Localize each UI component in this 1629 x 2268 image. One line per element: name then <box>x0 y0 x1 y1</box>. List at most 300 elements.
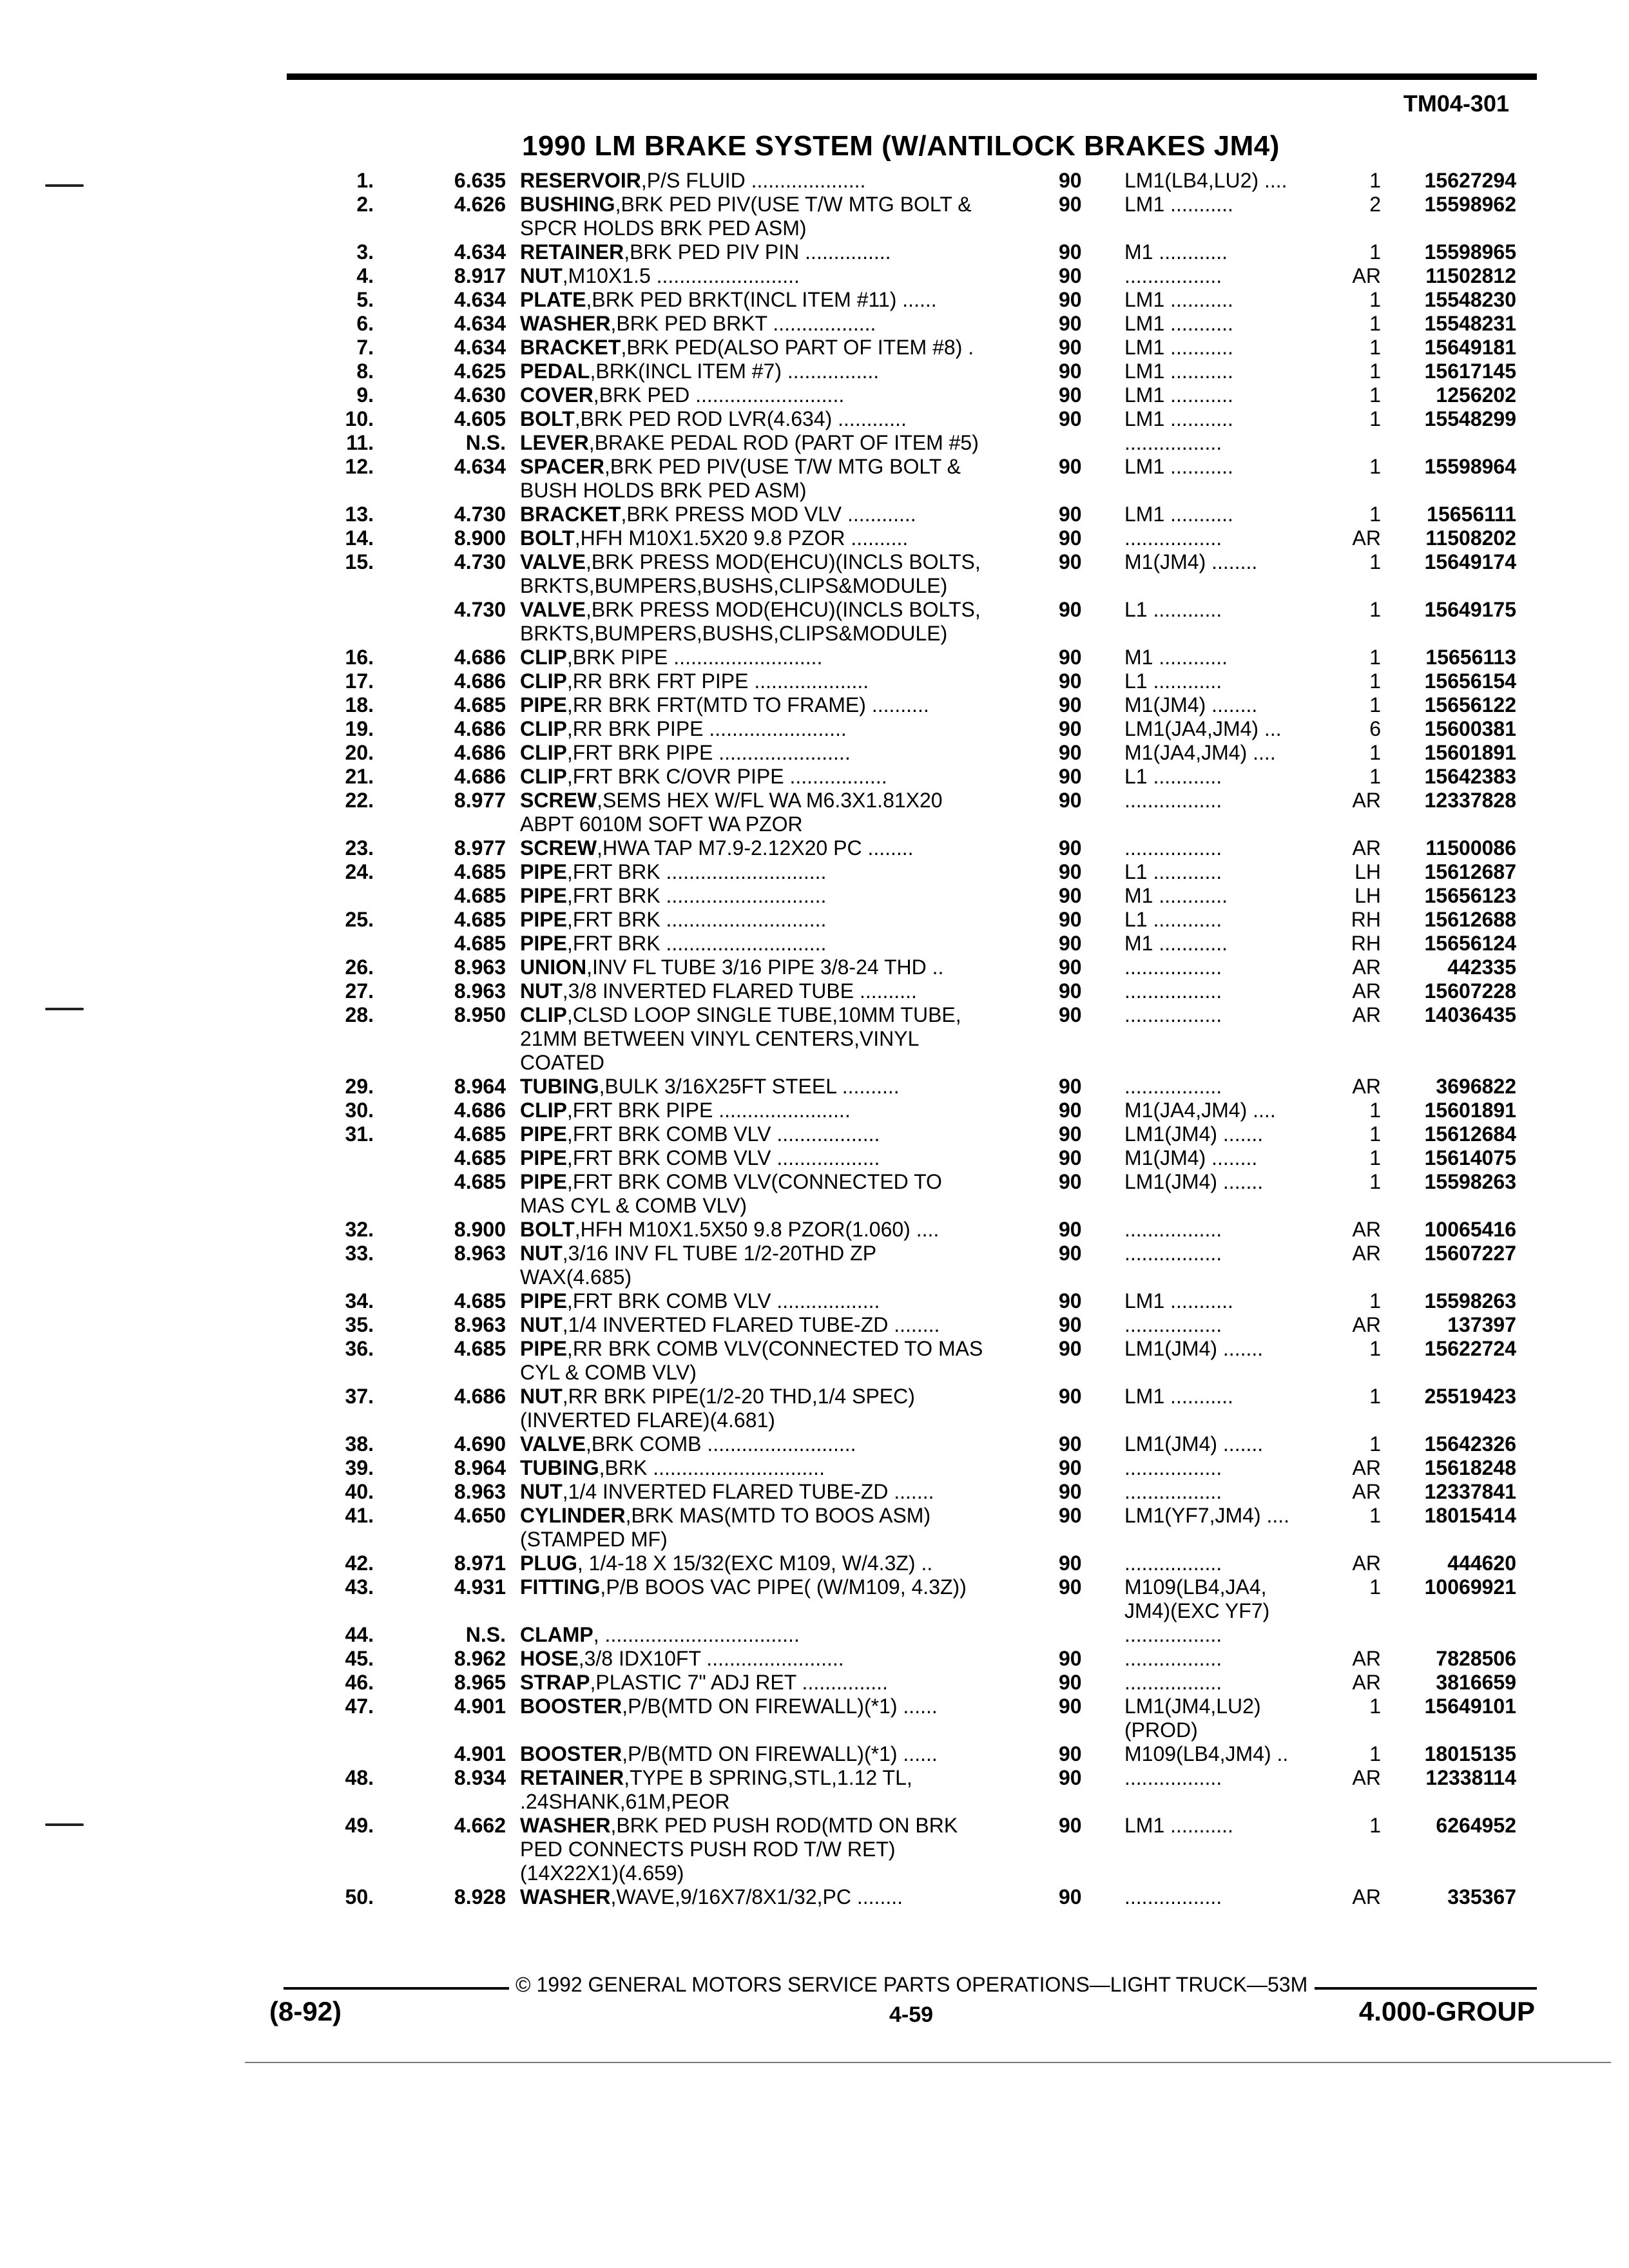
part-desc-text: ,INV FL TUBE 3/16 PIPE 3/8-24 THD .. <box>586 956 944 979</box>
part-desc-text: (INVERTED FLARE)(4.681) <box>520 1408 775 1432</box>
part-row <box>284 336 1547 360</box>
part-name: CLIP <box>520 741 567 764</box>
part-desc-text: , .................................. <box>593 1623 800 1646</box>
part-description <box>506 1480 1041 1504</box>
quantity: 1 <box>1369 598 1381 621</box>
item-number: 42. <box>345 1552 374 1575</box>
model-usage: M1 ............ <box>1124 884 1228 907</box>
part-name: CLIP <box>520 765 567 788</box>
part-number: 18015135 <box>1424 1742 1516 1765</box>
part-row <box>284 431 1547 455</box>
quantity: AR <box>1352 1313 1381 1336</box>
group-number: 8.900 <box>454 526 506 550</box>
group-number: 8.964 <box>454 1456 506 1479</box>
part-name: CLIP <box>520 717 567 740</box>
part-description <box>506 1361 1041 1385</box>
part-number: 15642383 <box>1424 765 1516 788</box>
part-row <box>284 622 1547 646</box>
part-description <box>506 812 1041 836</box>
part-number: 15548230 <box>1424 288 1516 311</box>
part-row <box>284 1432 1547 1456</box>
part-row <box>284 1408 1547 1432</box>
part-number: 15617145 <box>1424 360 1516 383</box>
part-name: STRAP <box>520 1671 590 1694</box>
group-number: 8.963 <box>454 1313 506 1336</box>
quantity: 6 <box>1369 717 1381 740</box>
part-number: 15598263 <box>1424 1170 1516 1193</box>
quantity: 1 <box>1369 1170 1381 1193</box>
part-number: 18015414 <box>1424 1504 1516 1527</box>
model-usage: M109(LB4,JM4) .. <box>1124 1742 1289 1765</box>
part-desc-text: ,BRK PED BRKT(INCL ITEM #11) ...... <box>586 288 937 311</box>
part-number: 15548231 <box>1424 312 1516 335</box>
item-number: 14. <box>345 526 374 550</box>
part-row <box>284 1242 1547 1265</box>
model-usage: L1 ............ <box>1124 598 1222 621</box>
part-row <box>284 1647 1547 1671</box>
part-desc-text: BRKTS,BUMPERS,BUSHS,CLIPS&MODULE) <box>520 574 948 597</box>
part-number: 10065416 <box>1424 1218 1516 1241</box>
quantity: 1 <box>1369 383 1381 407</box>
quantity: 1 <box>1369 336 1381 359</box>
part-description <box>506 1003 1041 1027</box>
part-desc-text: ,BRK COMB .......................... <box>585 1432 856 1456</box>
part-name: PIPE <box>520 1122 567 1146</box>
quantity: 1 <box>1369 240 1381 264</box>
part-description <box>506 836 1041 860</box>
model-year: 90 <box>1059 312 1082 335</box>
part-number: 137397 <box>1447 1313 1516 1336</box>
part-desc-text: , 1/4-18 X 15/32(EXC M109, W/4.3Z) .. <box>577 1552 933 1575</box>
group-number: 4.931 <box>454 1575 506 1599</box>
model-year: 90 <box>1059 503 1082 526</box>
part-description <box>506 1552 1041 1575</box>
footer-group: 4.000-GROUP <box>1358 1996 1535 2026</box>
group-number: 8.965 <box>454 1671 506 1694</box>
part-number: 14036435 <box>1424 1003 1516 1026</box>
part-number: 15598263 <box>1424 1289 1516 1312</box>
part-number: 15600381 <box>1424 717 1516 740</box>
quantity: AR <box>1352 1480 1381 1503</box>
group-number: 4.730 <box>454 503 506 526</box>
model-usage: LM1 ........... <box>1124 1289 1233 1312</box>
part-description <box>506 383 1041 407</box>
part-desc-text: ,TYPE B SPRING,STL,1.12 TL, <box>624 1766 912 1789</box>
part-desc-text: ,3/8 IDX10FT ........................ <box>578 1647 844 1670</box>
part-row <box>284 1194 1547 1218</box>
model-year: 90 <box>1059 193 1082 216</box>
part-description <box>506 1027 1041 1051</box>
model-usage: LM1 ........... <box>1124 455 1233 478</box>
part-number: 15598964 <box>1424 455 1516 478</box>
footer-date: (8-92) <box>269 1996 342 2026</box>
part-description <box>506 288 1041 312</box>
part-description <box>506 360 1041 383</box>
part-row <box>284 717 1547 741</box>
item-number: 8. <box>356 360 374 383</box>
model-usage: ................. <box>1124 789 1222 812</box>
model-usage: LM1(LB4,LU2) .... <box>1124 169 1287 192</box>
part-desc-text: ,BRK PRESS MOD(EHCU)(INCLS BOLTS, <box>585 598 981 621</box>
part-description <box>506 646 1041 669</box>
part-desc-text: ,BRK PED(ALSO PART OF ITEM #8) . <box>621 336 974 359</box>
model-usage: LM1 ........... <box>1124 1385 1233 1408</box>
part-description <box>506 598 1041 622</box>
part-desc-text: ,CLSD LOOP SINGLE TUBE,10MM TUBE, <box>566 1003 961 1026</box>
part-description <box>506 789 1041 812</box>
part-number: 15607227 <box>1424 1242 1516 1265</box>
part-row <box>284 1122 1547 1146</box>
part-desc-text: COATED <box>520 1051 604 1074</box>
part-desc-text: ,FRT BRK COMB VLV(CONNECTED TO <box>566 1170 942 1193</box>
part-description <box>506 503 1041 526</box>
part-number: 6264952 <box>1436 1814 1516 1837</box>
part-desc-text: ,HFH M10X1.5X50 9.8 PZOR(1.060) .... <box>574 1218 940 1241</box>
part-description <box>506 1838 1041 1861</box>
part-desc-text: .24SHANK,61M,PEOR <box>520 1790 730 1813</box>
part-desc-text: 21MM BETWEEN VINYL CENTERS,VINYL <box>520 1027 920 1050</box>
quantity: 1 <box>1369 1146 1381 1169</box>
model-usage: LM1 ........... <box>1124 503 1233 526</box>
part-row <box>284 574 1547 598</box>
part-description <box>506 1790 1041 1814</box>
item-number: 32. <box>345 1218 374 1241</box>
part-desc-text: ,FRT BRK COMB VLV .................. <box>566 1122 880 1146</box>
group-number: 4.685 <box>454 1170 506 1193</box>
quantity: AR <box>1352 979 1381 1003</box>
parts-list <box>284 169 1547 1909</box>
model-usage: ................. <box>1124 1647 1222 1670</box>
quantity: RH <box>1351 908 1381 931</box>
model-year: 90 <box>1059 550 1082 573</box>
quantity: 1 <box>1369 407 1381 430</box>
quantity: AR <box>1352 1766 1381 1789</box>
part-description <box>506 1814 1041 1838</box>
quantity: 1 <box>1369 169 1381 192</box>
item-number: 19. <box>345 717 374 740</box>
model-year: 90 <box>1059 1552 1082 1575</box>
model-year: 90 <box>1059 1289 1082 1312</box>
group-number: 8.962 <box>454 1647 506 1670</box>
model-year: 90 <box>1059 693 1082 716</box>
part-row <box>284 1742 1547 1766</box>
group-number: 8.977 <box>454 789 506 812</box>
part-desc-text: ,BRK PED PIV(USE T/W MTG BOLT & <box>615 193 972 216</box>
item-number: 30. <box>345 1099 374 1122</box>
part-name: BRACKET <box>520 336 621 359</box>
group-number: 4.662 <box>454 1814 506 1837</box>
part-row <box>284 1599 1547 1623</box>
part-name: SCREW <box>520 789 597 812</box>
item-number: 25. <box>345 908 374 931</box>
group-number: 4.634 <box>454 240 506 264</box>
part-number: 15622724 <box>1424 1337 1516 1360</box>
part-row <box>284 1170 1547 1194</box>
group-number: 8.971 <box>454 1552 506 1575</box>
quantity: AR <box>1352 264 1381 287</box>
part-desc-text: ,BRK PED PIV(USE T/W MTG BOLT & <box>604 455 961 478</box>
quantity: LH <box>1354 860 1381 883</box>
part-description <box>506 884 1041 908</box>
footer-copyright: © 1992 GENERAL MOTORS SERVICE PARTS OPERATIONS—LIGHT TRUCK—53M <box>516 1973 1308 1996</box>
model-usage: ................. <box>1124 1766 1222 1789</box>
model-year: 90 <box>1059 288 1082 311</box>
part-number: 3696822 <box>1436 1075 1516 1098</box>
quantity: AR <box>1352 1456 1381 1479</box>
model-year: 90 <box>1059 1647 1082 1670</box>
part-desc-text: ,BRK PRESS MOD VLV ............ <box>621 503 916 526</box>
part-number: 15649174 <box>1424 550 1516 573</box>
group-number: 4.634 <box>454 288 506 311</box>
part-row <box>284 1003 1547 1027</box>
part-desc-text: ,FRT BRK C/OVR PIPE ................. <box>566 765 887 788</box>
part-description <box>506 169 1041 193</box>
model-year: 90 <box>1059 1766 1082 1789</box>
quantity: AR <box>1352 1647 1381 1670</box>
model-usage: ................. <box>1124 526 1222 550</box>
part-description <box>506 1575 1041 1599</box>
part-row <box>284 550 1547 574</box>
model-year: 90 <box>1059 1480 1082 1503</box>
part-name: PIPE <box>520 932 567 955</box>
part-desc-text: ,HFH M10X1.5X20 9.8 PZOR .......... <box>574 526 909 550</box>
part-description <box>506 193 1041 216</box>
item-number: 5. <box>356 288 374 311</box>
quantity: AR <box>1352 1885 1381 1908</box>
part-description <box>506 1122 1041 1146</box>
part-number: 11502812 <box>1425 264 1516 287</box>
part-row <box>284 884 1547 908</box>
model-year: 90 <box>1059 765 1082 788</box>
part-number: 12338114 <box>1425 1766 1516 1789</box>
model-usage: M109(LB4,JA4, <box>1124 1575 1267 1599</box>
part-description <box>506 1504 1041 1528</box>
part-desc-text: ,BRK PED PUSH ROD(MTD ON BRK <box>610 1814 958 1837</box>
part-row <box>284 1313 1547 1337</box>
part-number: 11508202 <box>1425 526 1516 550</box>
model-usage: M1(JM4) ........ <box>1124 1146 1258 1169</box>
model-year: 90 <box>1059 360 1082 383</box>
quantity: 1 <box>1369 1575 1381 1599</box>
model-usage: LM1 ........... <box>1124 407 1233 430</box>
part-desc-text: SPCR HOLDS BRK PED ASM) <box>520 216 807 240</box>
item-number: 44. <box>345 1623 374 1646</box>
part-description <box>506 240 1041 264</box>
quantity: 1 <box>1369 1814 1381 1837</box>
part-description <box>506 669 1041 693</box>
quantity: AR <box>1352 1552 1381 1575</box>
group-number: 4.634 <box>454 455 506 478</box>
part-desc-text: ,RR BRK FRT PIPE .................... <box>566 669 869 693</box>
part-description <box>506 1766 1041 1790</box>
group-number: 4.685 <box>454 693 506 716</box>
model-usage: L1 ............ <box>1124 669 1222 693</box>
part-number: 15612684 <box>1424 1122 1516 1146</box>
part-desc-text: ,P/B(MTD ON FIREWALL)(*1) ...... <box>622 1742 938 1765</box>
part-description <box>506 1265 1041 1289</box>
item-number: 39. <box>345 1456 374 1479</box>
part-name: UNION <box>520 956 587 979</box>
part-description <box>506 1289 1041 1313</box>
part-desc-text: ,RR BRK PIPE(1/2-20 THD,1/4 SPEC) <box>562 1385 915 1408</box>
part-description <box>506 1456 1041 1480</box>
part-name: VALVE <box>520 550 586 573</box>
part-description <box>506 550 1041 574</box>
model-usage: ................. <box>1124 1671 1222 1694</box>
group-number: 4.650 <box>454 1504 506 1527</box>
footer-rule-right <box>1315 1987 1537 1990</box>
part-number: 15614075 <box>1424 1146 1516 1169</box>
model-usage: L1 ............ <box>1124 908 1222 931</box>
quantity: 1 <box>1369 550 1381 573</box>
part-row <box>284 407 1547 431</box>
model-usage: LM1(JA4,JM4) ... <box>1124 717 1282 740</box>
part-name: SCREW <box>520 836 597 860</box>
part-name: NUT <box>520 264 563 287</box>
model-usage: LM1 ........... <box>1124 383 1233 407</box>
group-number: 4.686 <box>454 1385 506 1408</box>
quantity: AR <box>1352 1075 1381 1098</box>
part-number: 11500086 <box>1425 836 1516 860</box>
model-usage: ................. <box>1124 1885 1222 1908</box>
model-usage: ................. <box>1124 264 1222 287</box>
part-row <box>284 908 1547 932</box>
model-usage: M1(JM4) ........ <box>1124 550 1258 573</box>
part-number: 1256202 <box>1436 383 1516 407</box>
part-name: WASHER <box>520 312 611 335</box>
quantity: 1 <box>1369 1385 1381 1408</box>
model-year: 90 <box>1059 956 1082 979</box>
quantity: 1 <box>1369 765 1381 788</box>
group-number: 4.685 <box>454 1122 506 1146</box>
part-desc-text: (14X22X1)(4.659) <box>520 1861 684 1885</box>
part-description <box>506 717 1041 741</box>
part-desc-text: ,WAVE,9/16X7/8X1/32,PC ........ <box>610 1885 903 1908</box>
model-usage: LM1(JM4,LU2) <box>1124 1695 1261 1718</box>
item-number: 40. <box>345 1480 374 1503</box>
part-description <box>506 1337 1041 1361</box>
model-usage: ................. <box>1124 1623 1222 1646</box>
part-description <box>506 1695 1041 1718</box>
model-usage: LM1 ........... <box>1124 288 1233 311</box>
item-number: 1. <box>356 169 374 192</box>
part-desc-text: ,RR BRK COMB VLV(CONNECTED TO MAS <box>566 1337 983 1360</box>
group-number: 4.686 <box>454 646 506 669</box>
quantity: 1 <box>1369 312 1381 335</box>
part-name: BOOSTER <box>520 1742 622 1765</box>
quantity: 1 <box>1369 741 1381 764</box>
part-desc-text: ,P/S FLUID .................... <box>641 169 866 192</box>
part-row <box>284 741 1547 765</box>
part-name: NUT <box>520 979 563 1003</box>
part-name: RESERVOIR <box>520 169 641 192</box>
item-number: 46. <box>345 1671 374 1694</box>
part-name: NUT <box>520 1385 563 1408</box>
part-description <box>506 956 1041 979</box>
part-number: 15618248 <box>1424 1456 1516 1479</box>
footer-rule-left <box>284 1987 509 1990</box>
model-year: 90 <box>1059 240 1082 264</box>
part-row <box>284 1766 1547 1790</box>
model-usage: LM1 ........... <box>1124 193 1233 216</box>
part-description <box>506 264 1041 288</box>
part-description <box>506 479 1041 503</box>
model-usage: ................. <box>1124 431 1222 454</box>
part-number: 15656113 <box>1425 646 1516 669</box>
model-usage: L1 ............ <box>1124 860 1222 883</box>
group-number: 8.963 <box>454 1242 506 1265</box>
part-desc-text: ,RR BRK PIPE ........................ <box>566 717 847 740</box>
part-number: 12337828 <box>1424 789 1516 812</box>
part-row <box>284 1051 1547 1075</box>
part-name: TUBING <box>520 1075 599 1098</box>
model-usage: (PROD) <box>1124 1718 1198 1742</box>
group-number: 4.685 <box>454 860 506 883</box>
part-name: PIPE <box>520 1337 567 1360</box>
item-number: 9. <box>356 383 374 407</box>
part-desc-text: ,SEMS HEX W/FL WA M6.3X1.81X20 <box>597 789 943 812</box>
item-number: 16. <box>345 646 374 669</box>
part-number: 15607228 <box>1424 979 1516 1003</box>
group-number: 4.686 <box>454 717 506 740</box>
part-number: 444620 <box>1447 1552 1516 1575</box>
part-name: BRACKET <box>520 503 621 526</box>
model-year: 90 <box>1059 1575 1082 1599</box>
part-row <box>284 1146 1547 1170</box>
part-row <box>284 979 1547 1003</box>
item-number: 12. <box>345 455 374 478</box>
item-number: 36. <box>345 1337 374 1360</box>
group-number: 4.901 <box>454 1742 506 1765</box>
group-number: 4.630 <box>454 383 506 407</box>
model-year: 90 <box>1059 598 1082 621</box>
part-row <box>284 503 1547 526</box>
part-number: 335367 <box>1447 1885 1516 1908</box>
item-number: 20. <box>345 741 374 764</box>
part-row <box>284 1695 1547 1718</box>
part-number: 442335 <box>1447 956 1516 979</box>
part-row <box>284 240 1547 264</box>
part-desc-text: ,FRT BRK COMB VLV .................. <box>566 1146 880 1169</box>
part-name: BOLT <box>520 526 575 550</box>
model-year: 90 <box>1059 407 1082 430</box>
part-desc-text: (STAMPED MF) <box>520 1528 668 1551</box>
part-name: NUT <box>520 1313 563 1336</box>
part-description <box>506 1861 1041 1885</box>
group-number: 8.963 <box>454 1480 506 1503</box>
model-year: 90 <box>1059 1456 1082 1479</box>
item-number: 45. <box>345 1647 374 1670</box>
model-year: 90 <box>1059 1814 1082 1837</box>
binder-mark <box>45 1823 84 1826</box>
quantity: AR <box>1352 526 1381 550</box>
part-description <box>506 1075 1041 1099</box>
model-year: 90 <box>1059 1099 1082 1122</box>
part-desc-text: ,BRK PED BRKT .................. <box>610 312 876 335</box>
part-description <box>506 1647 1041 1671</box>
group-number: 8.928 <box>454 1885 506 1908</box>
part-name: BOOSTER <box>520 1695 622 1718</box>
part-desc-text: ,M10X1.5 ......................... <box>562 264 800 287</box>
part-name: CLIP <box>520 1003 567 1026</box>
part-description <box>506 312 1041 336</box>
part-desc-text: ,BRK(INCL ITEM #7) ................ <box>590 360 880 383</box>
part-row <box>284 1265 1547 1289</box>
part-number: 15656154 <box>1424 669 1516 693</box>
item-number: 48. <box>345 1766 374 1789</box>
part-row <box>284 669 1547 693</box>
group-number: 8.963 <box>454 956 506 979</box>
